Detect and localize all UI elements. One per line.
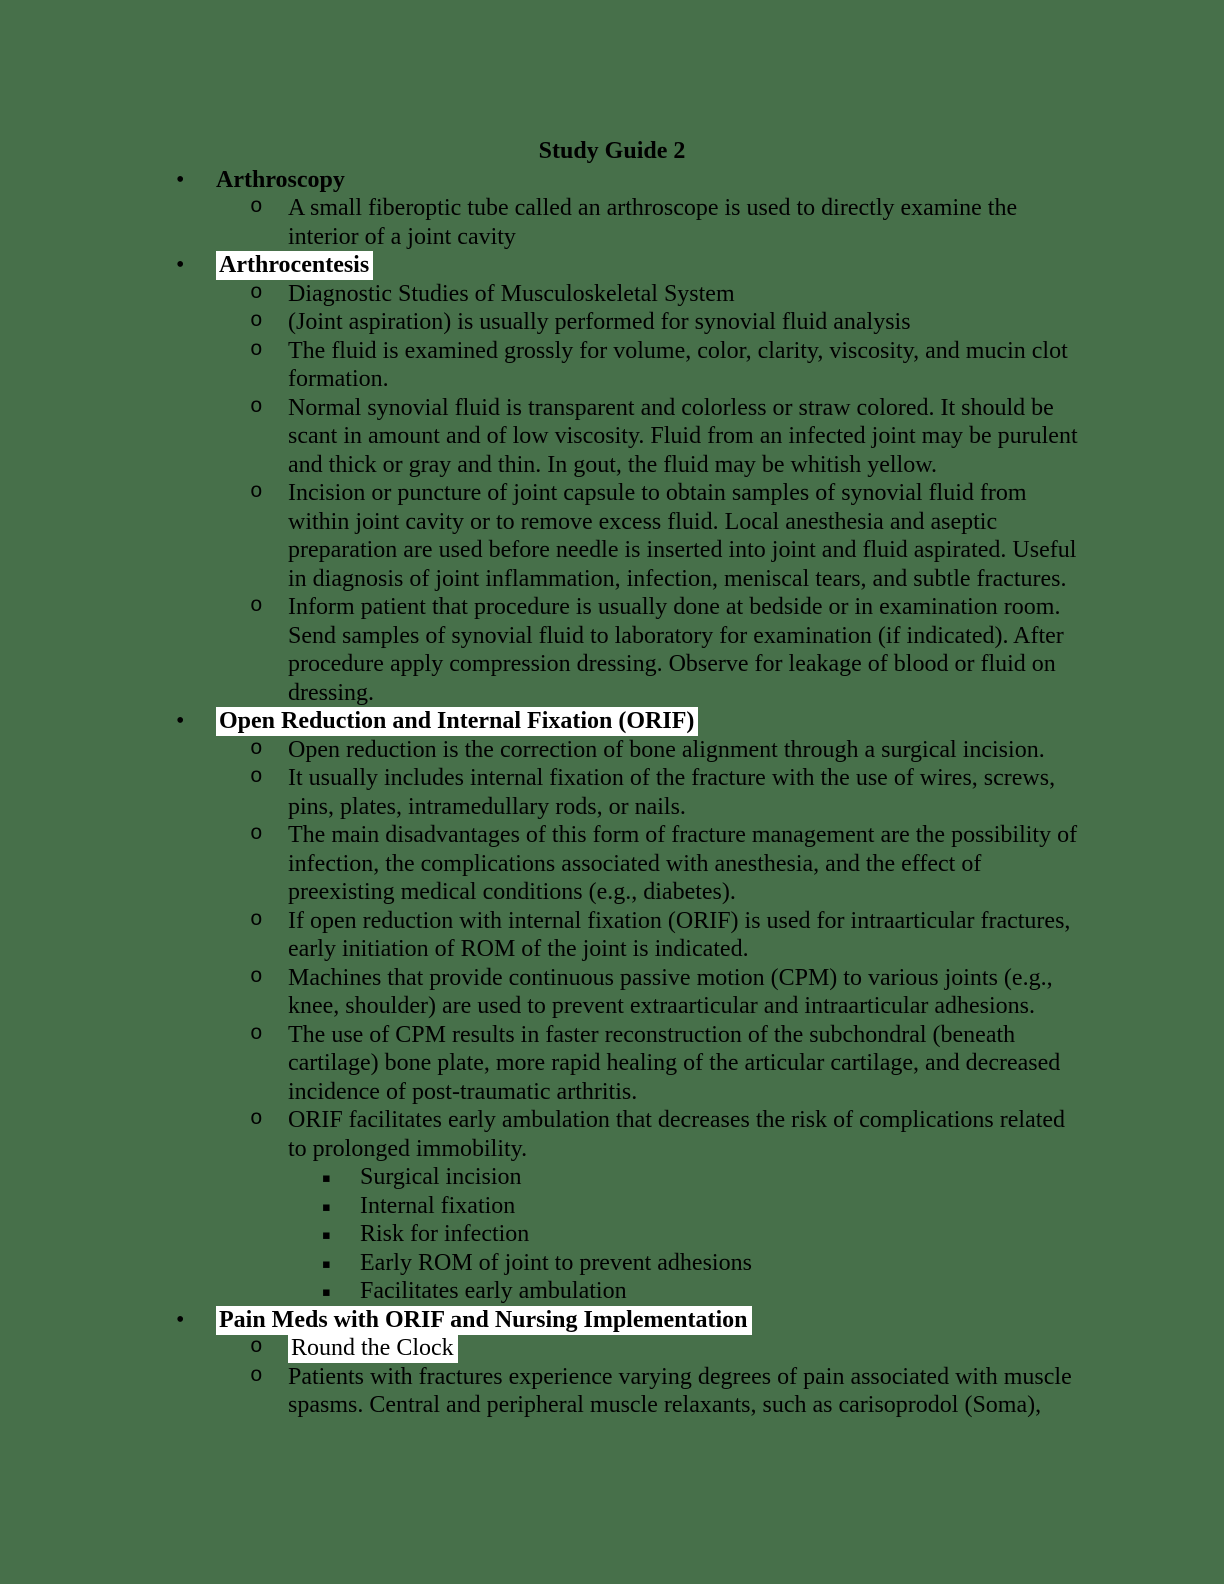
outline-item-text: Arthrocentesis bbox=[216, 251, 373, 280]
outline-item bbox=[144, 280, 1080, 309]
o-bullet-icon: o bbox=[250, 196, 263, 219]
outline-item-text: Internal fixation bbox=[360, 1192, 516, 1219]
o-bullet-icon: o bbox=[250, 823, 263, 846]
outline-item-text: Normal synovial fluid is transparent and colorless or straw colored. It should be scant in amount and of low viscosity. Fluid from an infected joint may be purulent and thick or gray and thin. In gout, the fluid may be whitish yellow. bbox=[288, 394, 1078, 478]
outline-item-text: Round the Clock bbox=[288, 1334, 458, 1363]
o-bullet-icon: o bbox=[250, 310, 263, 333]
outline-item bbox=[144, 394, 1080, 480]
outline-item bbox=[144, 764, 1080, 821]
outline-item bbox=[144, 964, 1080, 1021]
outline-item bbox=[144, 1106, 1080, 1163]
o-bullet-icon: o bbox=[250, 766, 263, 789]
outline-item bbox=[144, 337, 1080, 394]
outline-item-text: Risk for infection bbox=[360, 1221, 530, 1247]
outline-item-text: It usually includes internal fixation of the fracture with the use of wires, screws, pins, plates, intramedullary rods, or nails. bbox=[288, 765, 1056, 820]
square-bullet-icon: ▪ bbox=[322, 1199, 331, 1215]
outline-item-text: Surgical incision bbox=[360, 1164, 522, 1190]
outline-item-text: Facilitates early ambulation bbox=[360, 1278, 627, 1304]
outline-item bbox=[144, 1277, 1080, 1306]
circle-bullet-icon: • bbox=[176, 1306, 185, 1333]
outline-item bbox=[144, 593, 1080, 707]
outline-item bbox=[144, 1163, 1080, 1192]
outline-item bbox=[144, 1334, 1080, 1363]
circle-bullet-icon: • bbox=[176, 252, 185, 278]
outline-item-text: The use of CPM results in faster reconstruction of the subchondral (beneath cartilage) bone plate, more rapid healing of the articular cartilage, and decreased incidence of post-traumatic arthritis. bbox=[288, 1021, 1061, 1105]
outline-item bbox=[144, 479, 1080, 593]
outline-item-text: Open reduction is the correction of bone alignment through a surgical incision. bbox=[288, 736, 1045, 763]
outline-item bbox=[144, 1021, 1080, 1107]
outline-item bbox=[144, 736, 1080, 765]
page-title: Study Guide 2 bbox=[538, 138, 686, 164]
outline-item bbox=[144, 907, 1080, 964]
outline-item-text: Pain Meds with ORIF and Nursing Implementation bbox=[216, 1306, 752, 1335]
outline-item-text: If open reduction with internal fixation (ORIF) is used for intraarticular fractures, early initiation of ROM of the joint is indicated. bbox=[288, 907, 1071, 962]
square-bullet-icon: ▪ bbox=[322, 1171, 331, 1186]
o-bullet-icon: o bbox=[250, 281, 263, 305]
circle-bullet-icon: • bbox=[176, 166, 185, 193]
outline-item-text: The main disadvantages of this form of fracture management are the possibility of infection, the complications associated with anesthesia, and the effect of preexisting medical conditions (e.g., diabetes). bbox=[288, 822, 1078, 905]
outline-item-text: Diagnostic Studies of Musculoskeletal System bbox=[288, 280, 735, 307]
o-bullet-icon: o bbox=[250, 908, 263, 932]
outline-item-text: Arthroscopy bbox=[216, 166, 345, 193]
outline-item bbox=[144, 1220, 1080, 1249]
square-bullet-icon: ▪ bbox=[322, 1228, 331, 1243]
square-bullet-icon: ▪ bbox=[322, 1256, 331, 1272]
outline-item bbox=[144, 1192, 1080, 1221]
outline-item-text: Patients with fractures experience varying degrees of pain associated with muscle spasms. Central and peripheral muscle relaxants, such as carisoprodol (Soma), bbox=[288, 1363, 1072, 1418]
o-bullet-icon: o bbox=[250, 481, 263, 504]
square-bullet-icon: ▪ bbox=[322, 1285, 331, 1300]
outline-item bbox=[144, 1363, 1080, 1420]
document-content bbox=[144, 137, 1080, 1420]
outline-item bbox=[144, 251, 1080, 280]
outline-item bbox=[144, 166, 1080, 195]
outline-item bbox=[144, 308, 1080, 337]
o-bullet-icon: o bbox=[250, 1108, 263, 1131]
outline-item-text: Open Reduction and Internal Fixation (ORIF) bbox=[216, 707, 698, 736]
o-bullet-icon: o bbox=[250, 737, 263, 761]
outline-item-text: (Joint aspiration) is usually performed for synovial fluid analysis bbox=[288, 309, 911, 335]
outline-item bbox=[144, 194, 1080, 251]
o-bullet-icon: o bbox=[250, 595, 263, 618]
o-bullet-icon: o bbox=[250, 965, 263, 989]
outline-item bbox=[144, 821, 1080, 907]
outline-item-text: Early ROM of joint to prevent adhesions bbox=[360, 1249, 752, 1276]
outline-item bbox=[144, 1249, 1080, 1278]
outline-item-text: The fluid is examined grossly for volume, color, clarity, viscosity, and mucin clot formation. bbox=[288, 337, 1068, 392]
outline-item bbox=[144, 1306, 1080, 1335]
outline-item-text: Machines that provide continuous passive motion (CPM) to various joints (e.g., knee, shoulder) are used to prevent extraarticular and intraarticular adhesions. bbox=[288, 964, 1053, 1019]
o-bullet-icon: o bbox=[250, 1336, 263, 1359]
outline-item-text: Inform patient that procedure is usually done at bedside or in examination room. Send samples of synovial fluid to laboratory for examination (if indicated). After procedure apply compression dressing. Observe for leakage of blood or fluid on dressing. bbox=[288, 594, 1064, 706]
outline-item-text: Incision or puncture of joint capsule to obtain samples of synovial fluid from within joint cavity or to remove excess fluid. Local anesthesia and aseptic preparation are used before needle is inserted into joint and fluid aspirated. Useful in diagnosis of joint inflammation, infection, meniscal tears, and subtle fractures. bbox=[288, 480, 1077, 592]
o-bullet-icon: o bbox=[250, 1022, 263, 1046]
outline-item-text: ORIF facilitates early ambulation that decreases the risk of complications related to prolonged immobility. bbox=[288, 1107, 1066, 1162]
o-bullet-icon: o bbox=[250, 1364, 263, 1388]
o-bullet-icon: o bbox=[250, 338, 263, 362]
circle-bullet-icon: • bbox=[176, 708, 185, 734]
outline-item-text: A small fiberoptic tube called an arthroscope is used to directly examine the interior of a joint cavity bbox=[288, 195, 1018, 250]
outline-item bbox=[144, 707, 1080, 736]
o-bullet-icon: o bbox=[250, 395, 263, 419]
